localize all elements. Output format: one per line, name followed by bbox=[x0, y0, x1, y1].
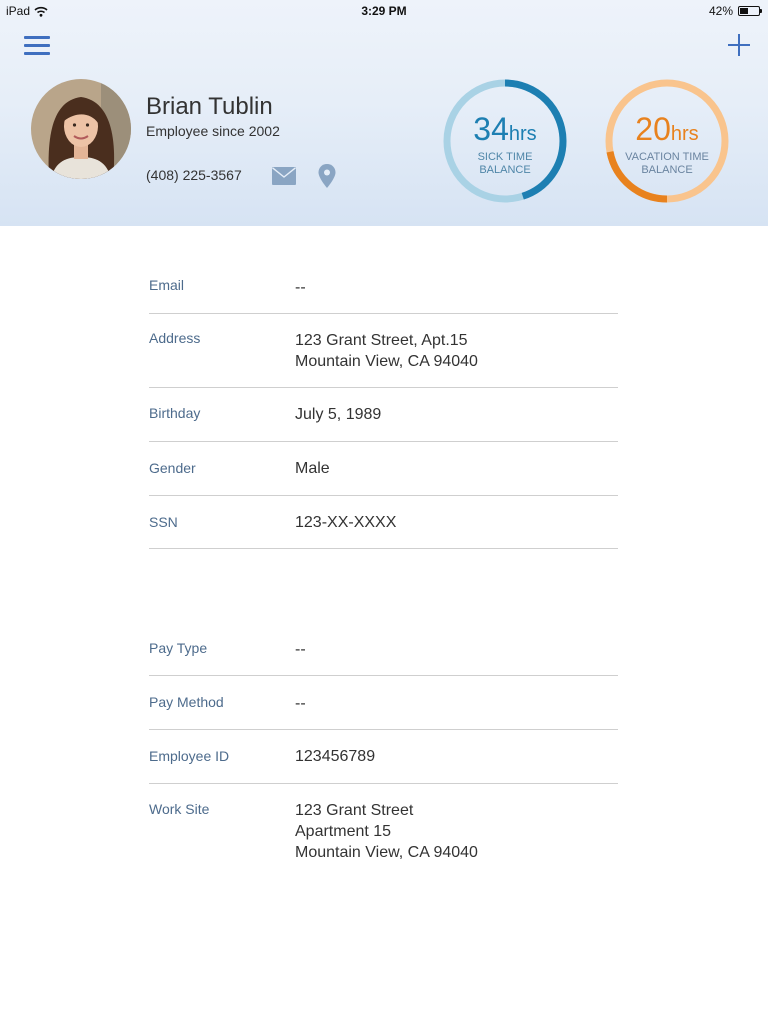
detail-value: -- bbox=[295, 695, 306, 712]
sick-time-label: SICK TIME BALANCE bbox=[477, 151, 533, 176]
detail-row-pay-type bbox=[149, 623, 618, 676]
avatar bbox=[31, 79, 131, 179]
location-pin-icon[interactable] bbox=[318, 164, 336, 188]
phone-number[interactable]: (408) 225-3567 bbox=[146, 167, 242, 183]
detail-label: Address bbox=[149, 330, 201, 346]
detail-label: SSN bbox=[149, 514, 178, 530]
menu-button[interactable] bbox=[24, 36, 50, 56]
detail-row-ssn bbox=[149, 496, 618, 549]
sick-time-gauge[interactable] bbox=[441, 77, 569, 205]
detail-value: -- bbox=[295, 641, 306, 658]
employee-since: Employee since 2002 bbox=[146, 123, 280, 139]
detail-label: Gender bbox=[149, 460, 196, 476]
detail-label: Pay Method bbox=[149, 694, 224, 710]
vacation-time-label: VACATION TIME BALANCE bbox=[625, 151, 709, 176]
detail-value: 123456789 bbox=[295, 748, 376, 765]
detail-row-gender bbox=[149, 442, 618, 496]
detail-row-employee-id bbox=[149, 730, 618, 784]
sick-time-value: 34 bbox=[473, 111, 509, 147]
detail-row-email bbox=[149, 261, 618, 314]
vacation-time-gauge[interactable] bbox=[603, 77, 731, 205]
menu-bar bbox=[24, 52, 50, 55]
detail-value bbox=[295, 800, 478, 863]
employment-details bbox=[149, 623, 618, 874]
address-line: Mountain View, CA 94040 bbox=[295, 353, 478, 370]
detail-label: Work Site bbox=[149, 801, 210, 817]
detail-row-work-site bbox=[149, 784, 618, 874]
detail-value: -- bbox=[295, 279, 306, 296]
detail-label: Birthday bbox=[149, 405, 201, 421]
detail-label: Pay Type bbox=[149, 640, 208, 656]
vacation-time-unit: hrs bbox=[670, 123, 699, 145]
status-bar bbox=[0, 0, 768, 22]
detail-value: Male bbox=[295, 460, 330, 477]
detail-value: 123-XX-XXXX bbox=[295, 514, 397, 531]
address-line: 123 Grant Street, Apt.15 bbox=[295, 332, 468, 349]
profile-header bbox=[0, 0, 768, 226]
vacation-time-value: 20 bbox=[635, 111, 671, 147]
battery-percent: 42% bbox=[708, 4, 733, 18]
detail-value: July 5, 1989 bbox=[295, 406, 382, 423]
mail-icon[interactable] bbox=[272, 167, 296, 185]
sick-time-unit: hrs bbox=[508, 123, 537, 145]
detail-label: Employee ID bbox=[149, 748, 230, 764]
address-line: Mountain View, CA 94040 bbox=[295, 844, 478, 861]
detail-row-pay-method bbox=[149, 676, 618, 730]
personal-details bbox=[149, 261, 618, 549]
status-time: 3:29 PM bbox=[361, 4, 407, 18]
detail-row-address bbox=[149, 314, 618, 388]
detail-row-birthday bbox=[149, 388, 618, 442]
device-label: iPad bbox=[6, 4, 31, 18]
address-line: Apartment 15 bbox=[295, 823, 392, 840]
battery-icon bbox=[738, 6, 760, 16]
detail-label: Email bbox=[149, 277, 185, 293]
menu-bar bbox=[24, 44, 50, 47]
employee-name: Brian Tublin bbox=[146, 93, 273, 120]
menu-bar bbox=[24, 36, 50, 39]
address-line: 123 Grant Street bbox=[295, 802, 414, 819]
add-button[interactable] bbox=[728, 34, 750, 56]
detail-value bbox=[295, 330, 478, 372]
